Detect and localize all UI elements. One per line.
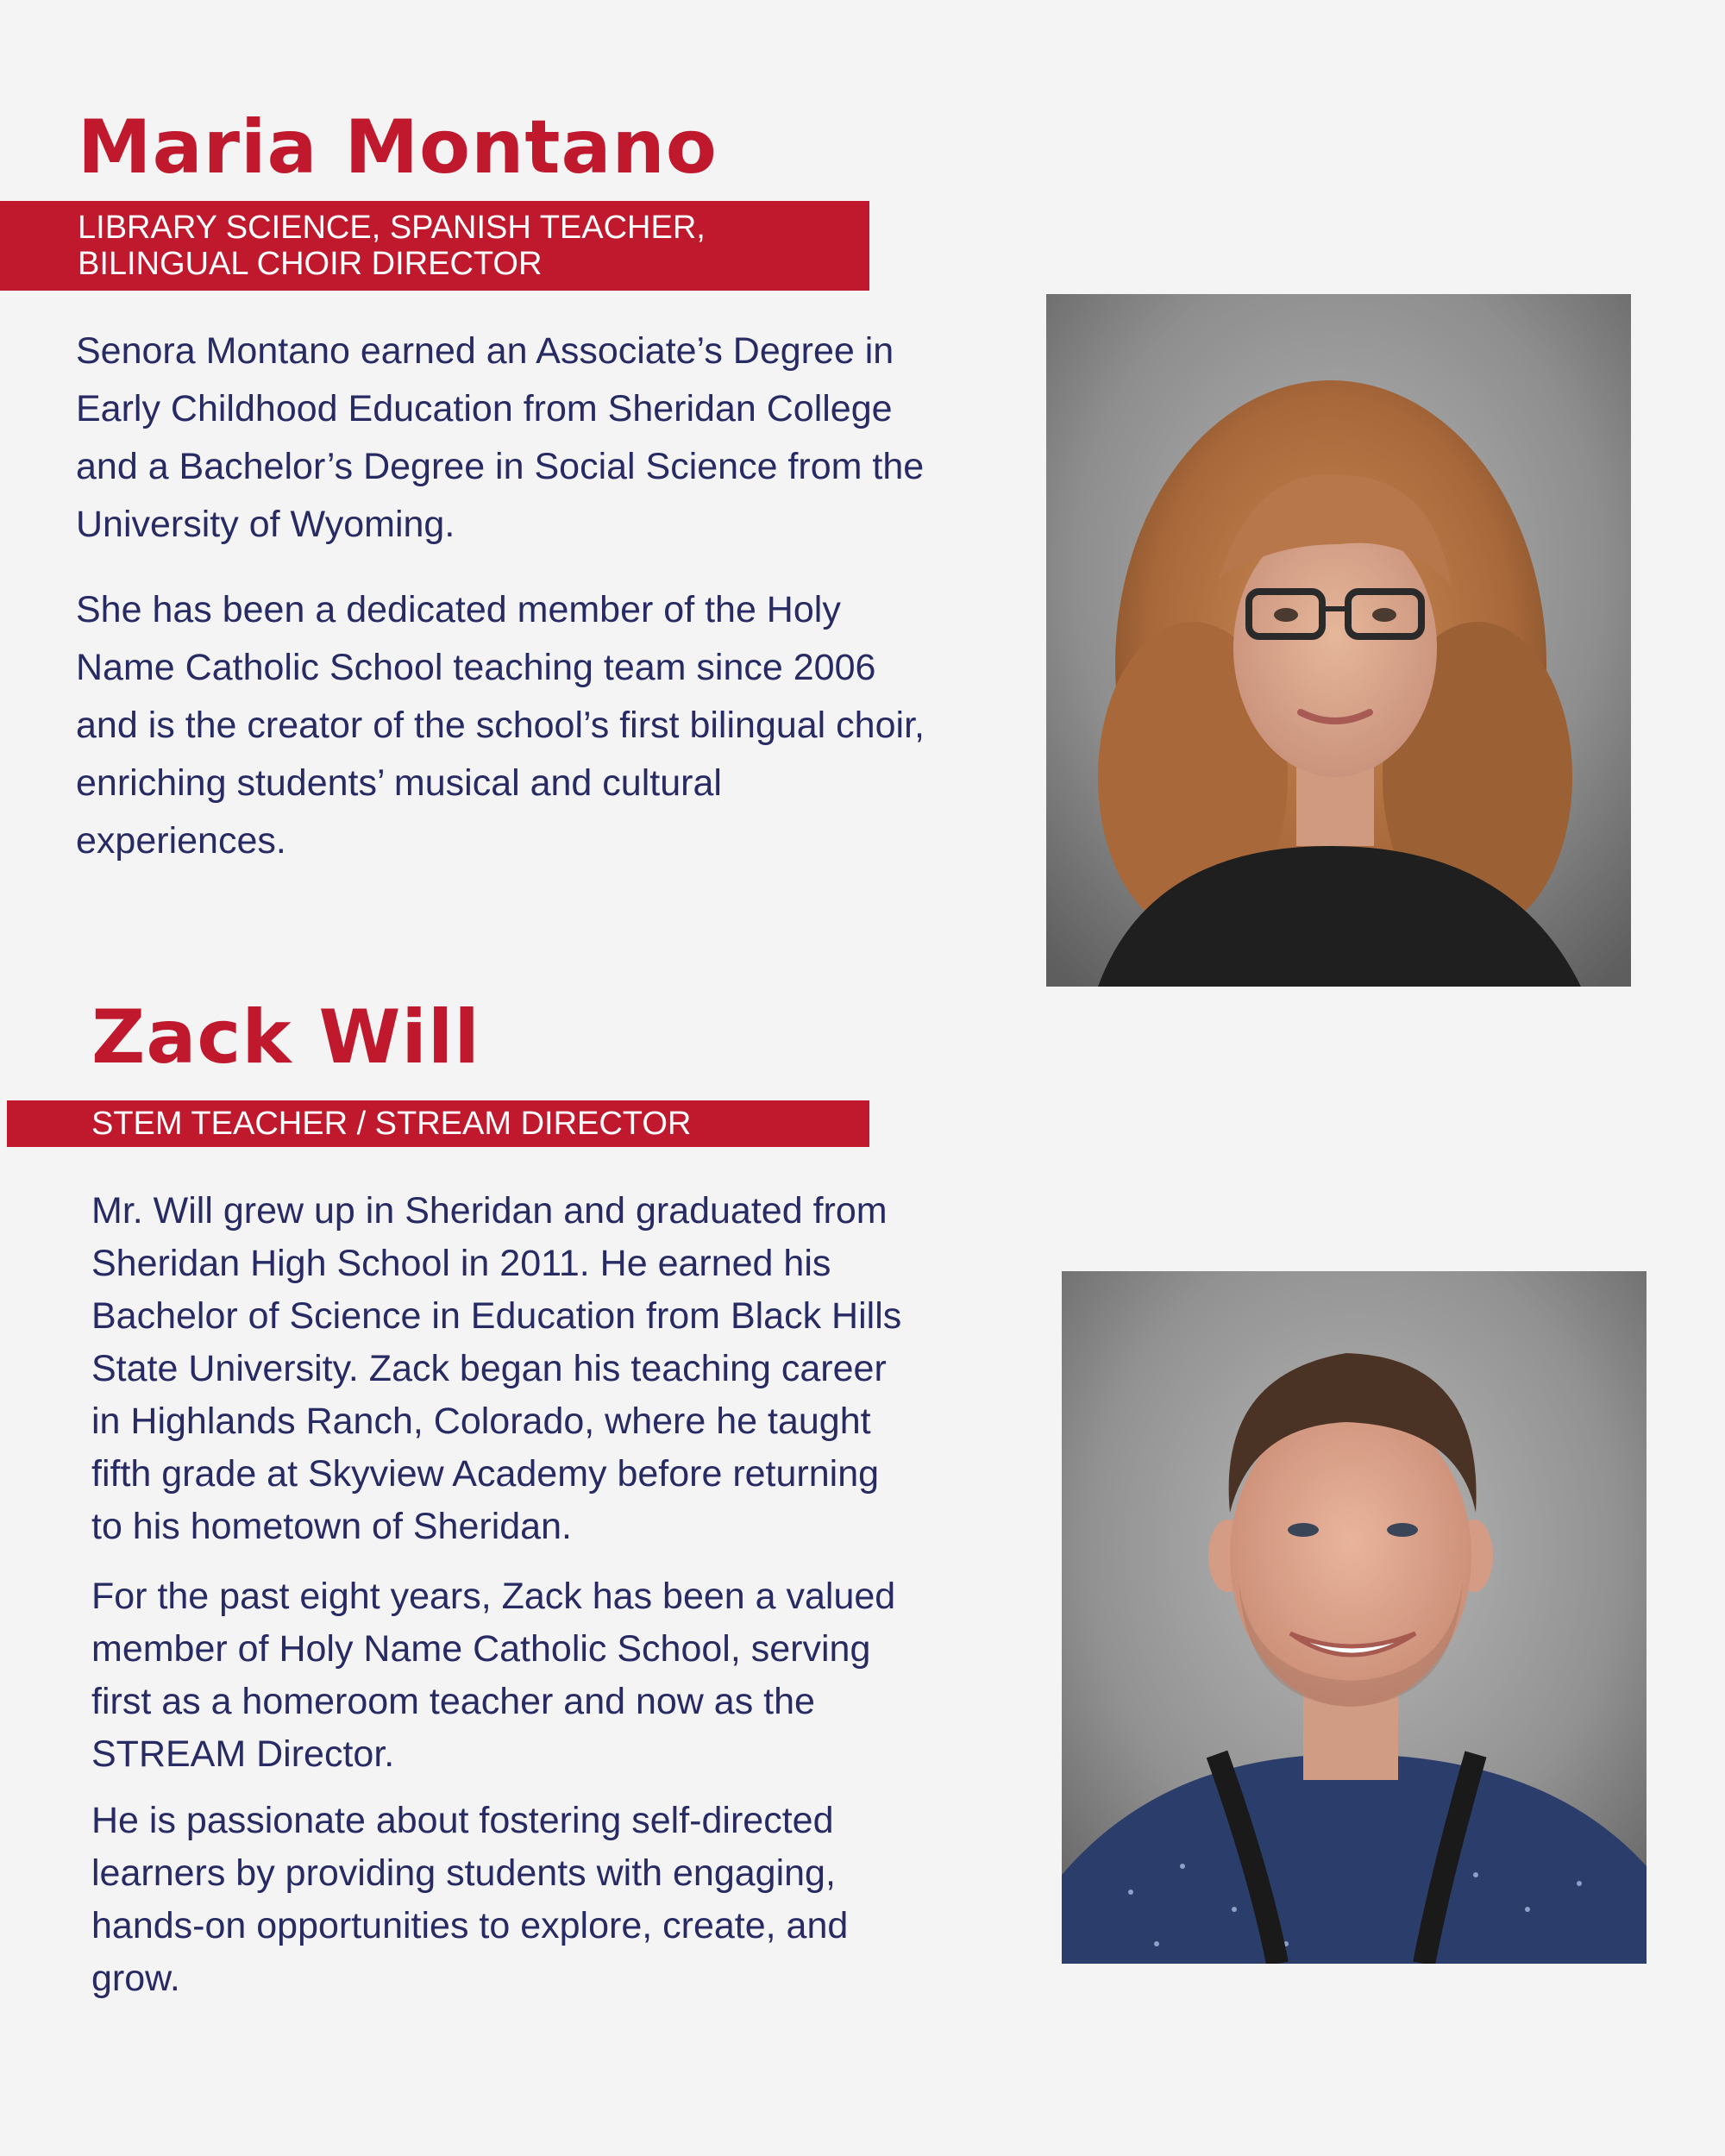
role-title-line: LIBRARY SCIENCE, SPANISH TEACHER, xyxy=(78,210,706,246)
role-banner-zack-will xyxy=(7,1100,869,1147)
bio-paragraph: For the past eight years, Zack has been a valued member of Holy Name Catholic School, serving first as a homeroom teacher and now as the STREAM Director. xyxy=(91,1576,896,1775)
portrait-photo-zack-will xyxy=(1062,1271,1647,1964)
portrait-woman-image xyxy=(1046,294,1631,987)
bio-zack-will xyxy=(91,1185,919,2005)
bio-paragraph: He is passionate about fostering self-directed learners by providing students with engaging, hands-on opportunities to explore, create, and grow. xyxy=(91,1800,849,1999)
bio-paragraph: Senora Montano earned an Associate’s Degree in Early Childhood Education from Sheridan College and a Bachelor’s Degree in Social Science from the University of Wyoming. xyxy=(76,330,925,545)
profile-name-maria-montano: Maria Montano xyxy=(78,104,718,191)
portrait-man-image xyxy=(1062,1271,1647,1964)
role-title-line: STEM TEACHER / STREAM DIRECTOR xyxy=(91,1106,692,1142)
bio-maria-montano xyxy=(76,323,930,870)
bio-paragraph: Mr. Will grew up in Sheridan and graduated from Sheridan High School in 2011. He earned his Bachelor of Science in Education from Black Hills State University. Zack began his teaching career in Highlands Ranch, Colorado, where he taught fifth grade at Skyview Academy before returning to his hometown of Sheridan. xyxy=(91,1190,902,1547)
profile-name-zack-will: Zack Will xyxy=(91,994,480,1081)
bio-paragraph: She has been a dedicated member of the Holy Name Catholic School teaching team since 2006 and is the creator of the school’s first bilingual choir, enriching students’ musical and cultural experiences. xyxy=(76,589,925,862)
role-banner-maria-montano xyxy=(0,201,869,291)
role-title-line: BILINGUAL CHOIR DIRECTOR xyxy=(78,246,543,282)
portrait-photo-maria-montano xyxy=(1046,294,1631,987)
